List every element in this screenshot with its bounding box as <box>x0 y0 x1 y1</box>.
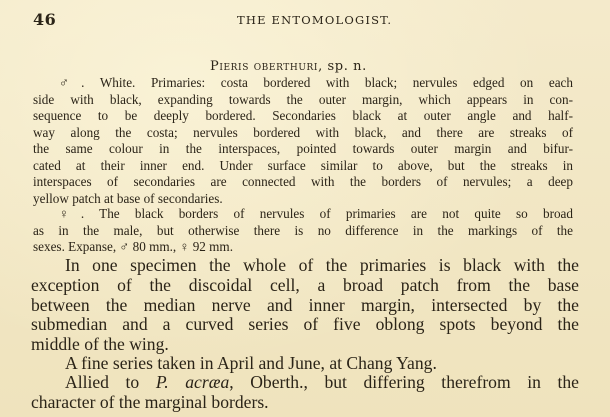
series-note <box>31 354 579 374</box>
male-line-5: the same colour in the interspaces, pointed towards outer margin and bifur- <box>33 141 573 156</box>
specimen-line-2: exception of the discoidal cell, a broad patch from the base <box>31 274 579 295</box>
species-suffix: , sp. n. <box>318 59 367 74</box>
female-line-2: as in the male, but otherwise there is no difference in the markings of the <box>33 222 573 238</box>
male-line-8: yellow patch at base of secondaries. <box>33 190 223 206</box>
specimen-line-5: middle of the wing. <box>31 334 169 355</box>
allied-taxon: P. acræa <box>155 372 230 392</box>
species-name: Pieris oberthuri <box>210 59 319 74</box>
allied-prefix: Allied to <box>65 372 156 392</box>
specimen-paragraph <box>31 256 579 355</box>
female-line-3: sexes. Expanse, ♂ 80 mm., ♀ 92 mm. <box>33 239 233 254</box>
male-line-7: interspaces of secondaries are connected with the borders of nervules; a deep <box>33 174 573 189</box>
male-line-3: sequence to be deeply bordered. Secondaries black at outer angle and half- <box>33 108 573 123</box>
page-number: 46 <box>33 10 57 29</box>
allied-rest: , Oberth., but differing therefrom in the <box>229 372 579 392</box>
allied-note <box>31 373 579 413</box>
specimen-line-1: In one specimen the whole of the primaries is black with the <box>65 255 579 275</box>
species-title <box>210 59 367 74</box>
running-head: THE ENTOMOLOGIST. <box>237 13 393 27</box>
page-header <box>33 10 600 30</box>
male-description <box>33 75 573 207</box>
male-line-6: cated at their inner end. Under surface similar to above, but the streaks in <box>33 157 573 173</box>
allied-line-2: character of the marginal borders. <box>31 391 269 412</box>
female-description <box>33 206 573 256</box>
male-line-1: ♂. White. Primaries: costa bordered with black; nervules edged on each <box>59 75 573 90</box>
male-line-4: way along the costa; nervules bordered with black, and there are streaks of <box>33 124 573 140</box>
male-line-2: side with black, expanding towards the outer margin, which appears in con- <box>33 91 573 107</box>
specimen-line-4: submedian and a curved series of five oblong spots beyond the <box>31 314 579 335</box>
specimen-line-3: between the median nerve and inner margin, intersected by the <box>31 294 579 315</box>
series-note-line: A fine series taken in April and June, at Chang Yang. <box>65 353 437 373</box>
allied-line-1 <box>31 373 579 393</box>
female-line-1: ♀. The black borders of nervules of primaries are not quite so broad <box>59 206 573 221</box>
